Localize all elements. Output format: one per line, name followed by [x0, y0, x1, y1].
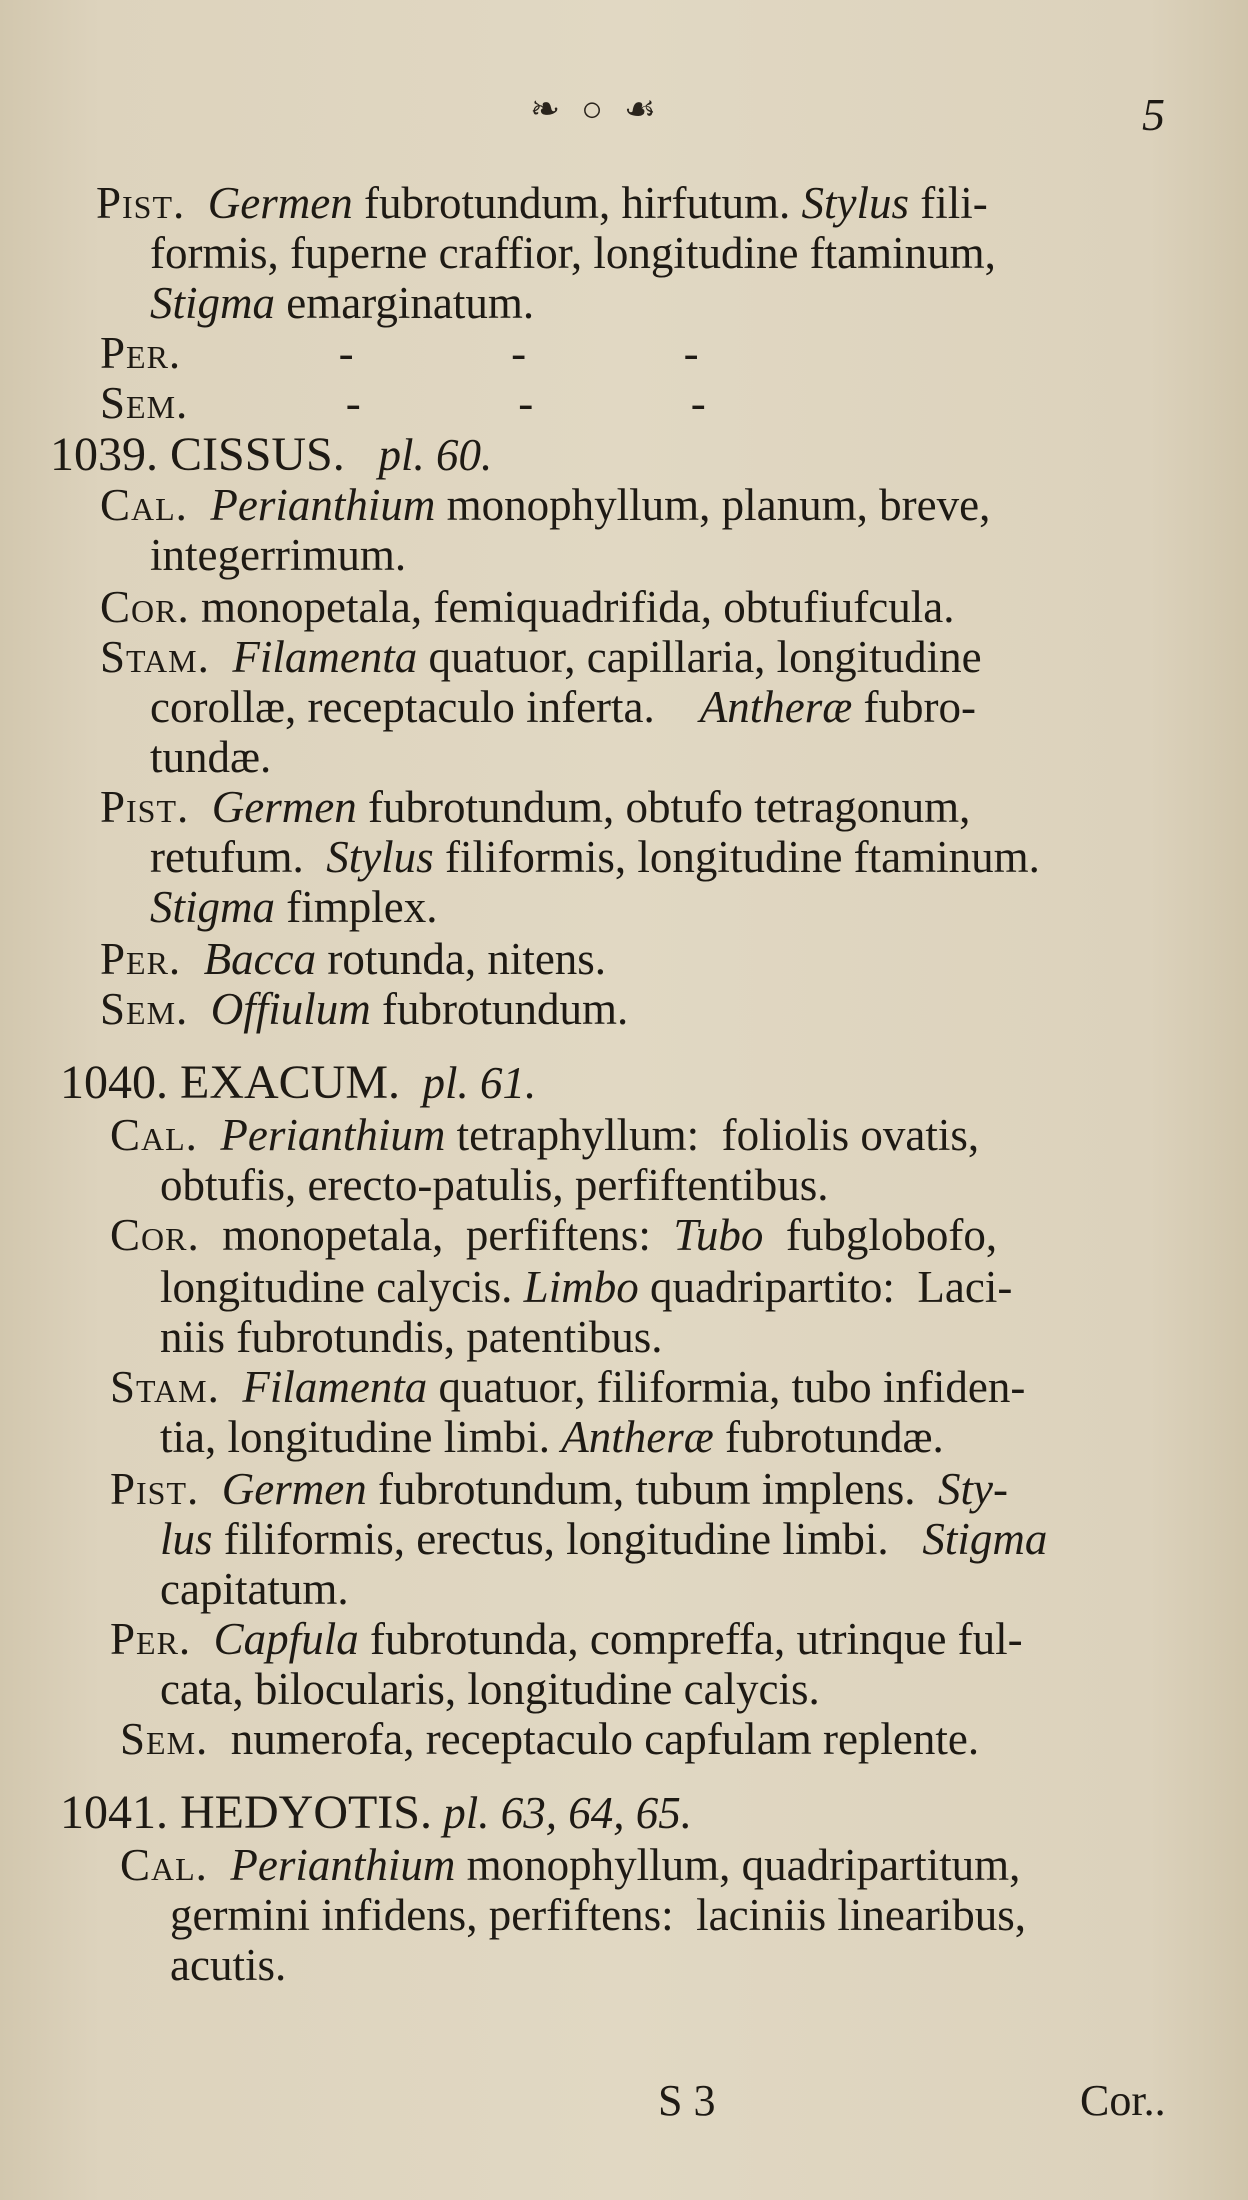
text-line: [120, 1840, 1020, 1890]
text-run: niis fubrotundis, patentibus.: [160, 1312, 663, 1362]
text-run: [188, 984, 211, 1034]
text-line: [150, 228, 996, 278]
text-run: [185, 178, 208, 228]
text-run: Perianthium: [220, 1110, 446, 1160]
text-run: quatuor, capillaria, longitudine: [417, 632, 982, 682]
text-run: fili-: [908, 178, 988, 228]
text-line: [170, 1890, 1026, 1940]
text-line: [160, 1312, 662, 1362]
text-run: [199, 1464, 222, 1514]
text-run: [345, 430, 379, 480]
text-line: [160, 1664, 820, 1714]
signature-mark: S 3: [658, 2076, 716, 2125]
text-run: [210, 632, 233, 682]
section-label: Cor.: [100, 582, 190, 632]
text-run: Stigma: [150, 278, 276, 328]
page-number: 5: [1142, 89, 1165, 140]
text-run: obtufis, erecto-patulis, perfiftentibus.: [160, 1160, 829, 1210]
text-run: monophyllum, quadripartitum,: [455, 1840, 1021, 1890]
text-line: [60, 1788, 692, 1838]
text-run: corollæ, receptaculo inferta.: [150, 682, 700, 732]
text-line: [110, 1362, 1025, 1412]
text-run: lus: [160, 1514, 213, 1564]
text-line: [96, 178, 988, 228]
section-label: Stam.: [110, 1362, 220, 1412]
text-run: [188, 480, 211, 530]
text-line: [160, 1262, 1012, 1312]
text-run: fubrotunda, compreffa, utrinque ful-: [358, 1614, 1023, 1664]
text-line: [170, 1940, 286, 1990]
text-line: [110, 1110, 979, 1160]
text-line: [100, 984, 628, 1034]
text-run: - - -: [188, 378, 706, 428]
text-line: [100, 328, 699, 378]
text-run: Capfula: [213, 1614, 359, 1664]
text-run: cata, bilocularis, longitudine calycis.: [160, 1664, 820, 1714]
text-line: [60, 1058, 536, 1108]
text-run: pl. 63, 64, 65.: [443, 1788, 692, 1838]
section-label: Cor.: [110, 1210, 200, 1260]
text-line: [100, 378, 706, 428]
text-run: integerrimum.: [150, 530, 407, 580]
page-header: [0, 88, 1248, 138]
text-line: [150, 278, 534, 328]
genus-heading: 1041. HEDYOTIS.: [60, 1786, 432, 1839]
section-label: Pist.: [110, 1464, 200, 1514]
text-run: Stylus: [801, 178, 909, 228]
section-label: Per.: [100, 934, 182, 984]
text-run: quatuor, filiformia, tubo infiden-: [427, 1362, 1026, 1412]
section-label: Cal.: [120, 1840, 208, 1890]
text-line: [50, 430, 492, 480]
catchword: Cor..: [1080, 2076, 1166, 2125]
text-run: fimplex.: [275, 882, 438, 932]
genus-heading: 1039. CISSUS.: [50, 428, 345, 481]
text-run: [220, 1362, 243, 1412]
page-footer: [0, 2075, 1248, 2135]
text-line: [110, 1614, 1023, 1664]
text-run: fubglobofo,: [763, 1210, 998, 1260]
text-line: [150, 732, 271, 782]
text-run: fubro-: [852, 682, 976, 732]
text-run: monopetala, femiquadrifida, obtufiufcula.: [189, 582, 955, 632]
text-run: - - -: [181, 328, 699, 378]
text-line: [100, 632, 982, 682]
text-run: Offiulum: [210, 984, 371, 1034]
text-run: [400, 1058, 423, 1108]
text-line: [160, 1514, 1047, 1564]
text-run: rotunda, nitens.: [316, 934, 607, 984]
text-run: longitudine calycis.: [160, 1262, 524, 1312]
text-run: Stylus: [326, 832, 434, 882]
section-label: Per.: [100, 328, 182, 378]
text-run: Filamenta: [242, 1362, 428, 1412]
text-run: pl. 61.: [422, 1058, 537, 1108]
text-run: germini infidens, perfiftens: laciniis linearibus,: [170, 1890, 1027, 1940]
text-run: Germen: [207, 178, 353, 228]
text-run: tia, longitudine limbi.: [160, 1412, 562, 1462]
text-line: [100, 480, 990, 530]
text-run: [198, 1110, 221, 1160]
text-line: [120, 1714, 979, 1764]
text-run: tetraphyllum: foliolis ovatis,: [445, 1110, 980, 1160]
text-run: fubrotundum.: [370, 984, 629, 1034]
text-run: Stigma: [922, 1514, 1048, 1564]
text-run: Filamenta: [232, 632, 418, 682]
text-run: Germen: [211, 782, 357, 832]
text-run: [191, 1614, 214, 1664]
text-line: [160, 1160, 829, 1210]
text-run: Bacca: [203, 934, 317, 984]
text-run: filiformis, erectus, longitudine limbi.: [212, 1514, 923, 1564]
section-label: Cal.: [100, 480, 188, 530]
text-run: Limbo: [523, 1262, 639, 1312]
text-run: [432, 1788, 443, 1838]
text-run: fubrotundæ.: [713, 1412, 944, 1462]
text-line: [100, 782, 970, 832]
text-run: Antheræ: [561, 1412, 714, 1462]
text-line: [160, 1564, 349, 1614]
header-ornament: ❧ ○ ☙: [530, 89, 663, 129]
text-run: tundæ.: [150, 732, 272, 782]
text-run: formis, fuperne craffior, longitudine ftaminum,: [150, 228, 996, 278]
section-label: Pist.: [100, 782, 190, 832]
text-run: Stigma: [150, 882, 276, 932]
section-label: Sem.: [120, 1714, 209, 1764]
text-line: [100, 582, 954, 632]
section-label: Sem.: [100, 984, 189, 1034]
text-run: monophyllum, planum, breve,: [435, 480, 991, 530]
text-run: filiformis, longitudine ftaminum.: [433, 832, 1040, 882]
text-run: [181, 934, 204, 984]
text-run: Sty-: [937, 1464, 1008, 1514]
text-run: [208, 1840, 231, 1890]
text-run: Tubo: [673, 1210, 764, 1260]
text-run: retufum.: [150, 832, 327, 882]
text-run: Perianthium: [210, 480, 436, 530]
text-run: numerofa, receptaculo capfulam replente.: [208, 1714, 980, 1764]
section-label: Per.: [110, 1614, 192, 1664]
text-run: quadripartito: Laci-: [638, 1262, 1013, 1312]
text-run: Antheræ: [699, 682, 853, 732]
text-run: fubrotundum, obtufo tetragonum,: [356, 782, 971, 832]
section-label: Pist.: [96, 178, 186, 228]
text-line: [150, 682, 976, 732]
text-line: [160, 1412, 944, 1462]
text-run: acutis.: [170, 1940, 287, 1990]
text-line: [150, 832, 1040, 882]
section-label: Cal.: [110, 1110, 198, 1160]
text-line: [150, 882, 437, 932]
text-line: [100, 934, 606, 984]
text-run: capitatum.: [160, 1564, 349, 1614]
text-line: [110, 1210, 997, 1260]
text-run: monopetala, perfiftens:: [199, 1210, 674, 1260]
text-run: Germen: [221, 1464, 367, 1514]
text-run: pl. 60.: [378, 430, 493, 480]
section-label: Sem.: [100, 378, 189, 428]
text-line: [150, 530, 406, 580]
section-label: Stam.: [100, 632, 210, 682]
text-run: [189, 782, 212, 832]
text-run: fubrotundum, hirfutum.: [352, 178, 802, 228]
text-line: [110, 1464, 1008, 1514]
text-run: fubrotundum, tubum implens.: [366, 1464, 938, 1514]
text-run: emarginatum.: [275, 278, 535, 328]
genus-heading: 1040. EXACUM.: [60, 1056, 401, 1109]
text-run: Perianthium: [230, 1840, 456, 1890]
